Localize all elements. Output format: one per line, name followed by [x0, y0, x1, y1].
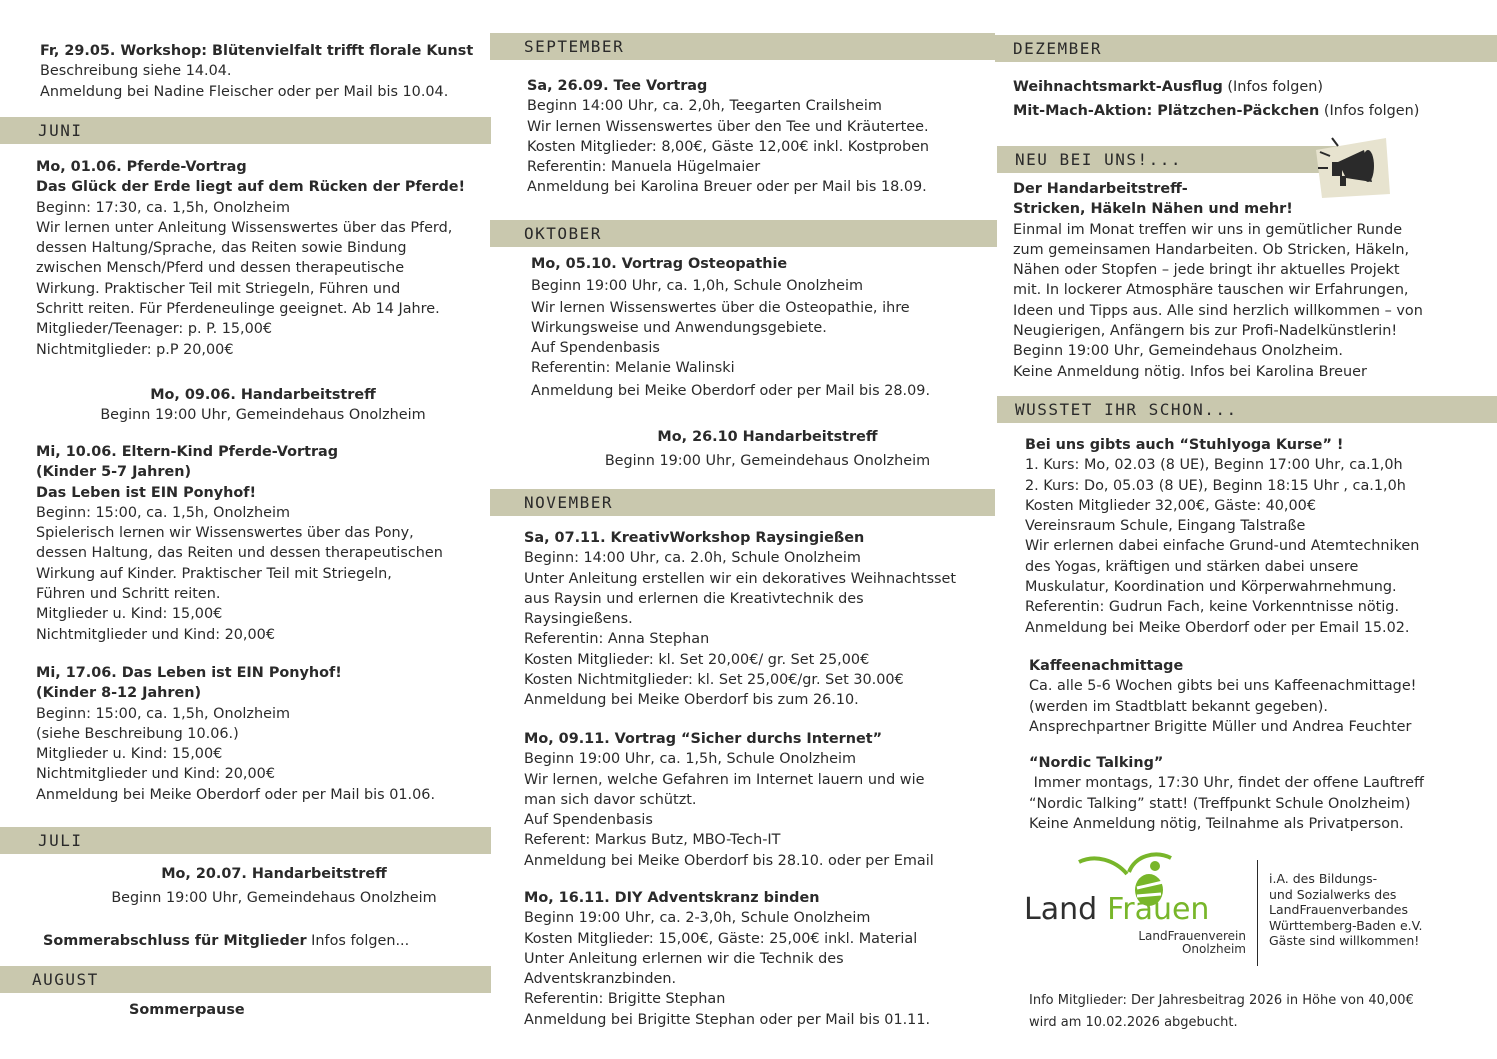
- event-line: (siehe Beschreibung 10.06.): [36, 725, 239, 742]
- info-line: Nähen oder Stopfen – jede bringt ihr aktuelles Projekt: [1013, 262, 1400, 279]
- event-line: Spielerisch lernen wir Wissenswertes über das Pony,: [36, 525, 414, 542]
- info-line: Vereinsraum Schule, Eingang Talstraße: [1025, 518, 1306, 535]
- info-title: Der Handarbeitstreff-: [1013, 181, 1188, 197]
- event-title: Sa, 26.09. Tee Vortrag: [527, 78, 708, 94]
- mitmach-title: Mit-Mach-Aktion: Plätzchen-Päckchen: [1013, 103, 1320, 120]
- info-mitglieder-line: Info Mitglieder: Der Jahresbeitrag 2026 in Höhe von 40,00€: [1029, 993, 1414, 1008]
- event-subtitle: Das Glück der Erde liegt auf dem Rücken der Pferde!: [36, 179, 466, 196]
- kaffee-info: [1029, 656, 1416, 737]
- section-header-oktober: [490, 220, 997, 247]
- info-line: Ansprechpartner Brigitte Müller und Andrea Feuchter: [1029, 718, 1412, 735]
- event-line: aus Raysin und erlernen die Kreativtechnik des: [524, 590, 864, 607]
- event-line: zwischen Mensch/Pferd und dessen therapeutische: [36, 260, 405, 277]
- ia-line: LandFrauenverbandes: [1269, 902, 1408, 917]
- event-line: Wir lernen Wissenswertes über die Osteopathie, ihre: [531, 299, 910, 316]
- info-line: 2. Kurs: Do, 05.03 (8 UE), Beginn 18:15 Uhr , ca.1,0h: [1025, 477, 1406, 494]
- event-line: Kosten Mitglieder: kl. Set 20,00€/ gr. Set 25,00€: [524, 651, 870, 668]
- info-title: Bei uns gibts auch “Stuhlyoga Kurse” !: [1025, 437, 1344, 453]
- event-2610: [490, 427, 1045, 472]
- info-title: Kaffeenachmittage: [1029, 658, 1184, 674]
- info-subtitle: Stricken, Häkeln Nähen und mehr!: [1013, 201, 1293, 218]
- section-header-juni: [0, 117, 491, 144]
- info-mitglieder: [1029, 990, 1414, 1034]
- info-line: mit. In lockerer Atmosphäre tauschen wir Erfahrungen,: [1013, 282, 1409, 299]
- logo-sub2: Onolzheim: [1181, 942, 1246, 956]
- stuhlyoga-info: [1025, 435, 1419, 638]
- ia-line: und Sozialwerks des: [1269, 886, 1397, 902]
- event-1706: [36, 663, 435, 805]
- event-line: Mitglieder/Teenager: p. P. 15,00€: [36, 321, 273, 338]
- event-1006: [36, 442, 443, 645]
- event-line: Anmeldung bei Meike Oberdorf oder per Mail bis 01.06.: [36, 786, 436, 803]
- event-line: Referentin: Manuela Hügelmaier: [527, 159, 761, 176]
- mitmach-aktion: [1013, 101, 1419, 121]
- section-title: DEZEMBER: [1013, 39, 1103, 58]
- section-title: NOVEMBER: [524, 493, 614, 512]
- event-line: Kosten Nichtmitglieder: kl. Set 25,00€/gr. Set 30.00€: [524, 672, 904, 689]
- event-line: Referent: Markus Butz, MBO-Tech-IT: [524, 832, 781, 849]
- section-header-november: [490, 489, 995, 516]
- event-title: Mi, 17.06. Das Leben ist EIN Ponyhof!: [36, 665, 342, 681]
- weihnachtsmarkt: [1013, 77, 1419, 97]
- event-0106: [36, 157, 465, 360]
- event-line: Referentin: Anna Stephan: [524, 631, 710, 648]
- info-line: Einmal im Monat treffen wir uns in gemütlicher Runde: [1013, 221, 1403, 238]
- event-subtitle: Das Leben ist EIN Ponyhof!: [36, 484, 257, 501]
- event-line: Wir lernen unter Anleitung Wissenswertes über das Pferd,: [36, 219, 453, 236]
- event-line: man sich davor schützt.: [524, 791, 697, 808]
- event-line: Beginn 19:00 Uhr, Gemeindehaus Onolzheim: [111, 890, 437, 907]
- event-line: Beginn 19:00 Uhr, Gemeindehaus Onolzheim: [100, 407, 426, 424]
- ia-text: [1269, 871, 1423, 949]
- info-line: Kosten Mitglieder 32,00€, Gäste: 40,00€: [1025, 497, 1316, 514]
- section-title: WUSSTET IHR SCHON...: [1015, 400, 1238, 419]
- section-title: AUGUST: [32, 970, 99, 989]
- logo-sub1: LandFrauenverein: [1138, 929, 1246, 943]
- section-header-juli: [0, 827, 491, 854]
- ia-line: Gäste sind willkommen!: [1269, 933, 1420, 948]
- info-line: Muskulatur, Koordination und Körperwahrnehmung.: [1025, 579, 1397, 596]
- event-line: dessen Haltung/Sprache, das Reiten sowie Bindung: [36, 240, 407, 257]
- event-line: Unter Anleitung erstellen wir ein dekoratives Weihnachtsset: [524, 570, 957, 587]
- event-line: Anmeldung bei Karolina Breuer oder per Mail bis 18.09.: [527, 179, 927, 196]
- info-mitglieder-line: wird am 10.02.2026 abgebucht.: [1029, 1015, 1238, 1030]
- section-header-dezember: [995, 35, 1497, 62]
- event-line: Auf Spendenbasis: [531, 340, 660, 357]
- event-line: Wirkung. Praktischer Teil mit Striegeln, Führen und: [36, 280, 401, 297]
- info-line: Referentin: Gudrun Fach, keine Vorkenntnisse nötig.: [1025, 599, 1400, 616]
- event-0911: [524, 729, 934, 871]
- section-title: SEPTEMBER: [524, 37, 625, 56]
- dezember-events: [1013, 77, 1419, 122]
- section-header-wusstet: [997, 396, 1497, 423]
- event-line: Anmeldung bei Brigitte Stephan oder per Mail bis 01.11.: [524, 1011, 931, 1028]
- event-subtitle: (Kinder 8-12 Jahren): [36, 685, 202, 702]
- event-0711: [524, 528, 956, 711]
- info-line: Ca. alle 5-6 Wochen gibts bei uns Kaffeenachmittage!: [1029, 678, 1417, 695]
- event-line: Anmeldung bei Meike Oberdorf oder per Mail bis 28.09.: [531, 382, 931, 399]
- event-1611: [524, 888, 930, 1030]
- event-2007: [0, 864, 548, 909]
- event-line: Raysingießens.: [524, 611, 633, 628]
- event-title: Fr, 29.05. Workshop: Blütenvielfalt trifft florale Kunst: [40, 43, 474, 59]
- event-line: Mitglieder u. Kind: 15,00€: [36, 746, 223, 763]
- event-line: dessen Haltung, das Reiten und dessen therapeutischen: [36, 545, 443, 562]
- section-title: OKTOBER: [524, 224, 602, 243]
- info-line: Keine Anmeldung nötig, Teilnahme als Privatperson.: [1029, 815, 1404, 832]
- sommerabschluss: [43, 931, 409, 951]
- event-line: Referentin: Brigitte Stephan: [524, 991, 726, 1008]
- event-subtitle: (Kinder 5-7 Jahren): [36, 464, 192, 481]
- event-line: Beginn 19:00 Uhr, ca. 1,0h, Schule Onolzheim: [531, 278, 863, 295]
- info-line: des Yogas, kräftigen und stärken dabei unsere: [1025, 558, 1359, 575]
- event-line: Beginn: 15:00, ca. 1,5h, Onolzheim: [36, 705, 290, 722]
- info-line: (werden im Stadtblatt bekannt gegeben).: [1029, 698, 1328, 715]
- event-line: Wirkung auf Kinder. Praktischer Teil mit Striegeln,: [36, 565, 392, 582]
- event-2609: [527, 76, 929, 198]
- sommerabschluss-title: Sommerabschluss für Mitglieder: [43, 933, 307, 949]
- event-line: Auf Spendenbasis: [524, 812, 653, 829]
- event-workshop-may: [40, 41, 473, 102]
- event-line: Mitglieder u. Kind: 15,00€: [36, 606, 223, 623]
- info-line: Immer montags, 17:30 Uhr, findet der offene Lauftreff: [1029, 775, 1424, 792]
- event-title: Mi, 10.06. Eltern-Kind Pferde-Vortrag: [36, 444, 339, 460]
- weihnachtsmarkt-title: Weihnachtsmarkt-Ausflug: [1013, 79, 1223, 95]
- event-line: Beginn 19:00 Uhr, ca. 2-3,0h, Schule Onolzheim: [524, 910, 871, 927]
- info-line: zum gemeinsamen Handarbeiten. Ob Stricken, Häkeln,: [1013, 241, 1410, 258]
- event-line: Beginn: 14:00 Uhr, ca. 2.0h, Schule Onolzheim: [524, 550, 861, 567]
- mitmach-info: (Infos folgen): [1319, 103, 1420, 120]
- event-title: Mo, 20.07. Handarbeitstreff: [161, 866, 387, 882]
- logo-text-land: Land: [1024, 892, 1098, 927]
- section-title: JULI: [38, 831, 83, 850]
- info-line: Wir erlernen dabei einfache Grund-und Atemtechniken: [1025, 538, 1420, 555]
- event-line: Beginn 14:00 Uhr, ca. 2,0h, Teegarten Crailsheim: [527, 98, 882, 115]
- ia-line: Württemberg-Baden e.V.: [1269, 917, 1423, 933]
- nordic-info: [1029, 753, 1424, 834]
- event-line: Anmeldung bei Nadine Fleischer oder per Mail bis 10.04.: [40, 83, 449, 100]
- event-line: Führen und Schritt reiten.: [36, 586, 221, 603]
- ia-line: i.A. des Bildungs-: [1269, 871, 1378, 886]
- event-0510: [531, 254, 930, 401]
- event-line: Adventskranzbinden.: [524, 971, 677, 988]
- event-title: Mo, 01.06. Pferde-Vortrag: [36, 159, 247, 175]
- info-line: Keine Anmeldung nötig. Infos bei Karolina Breuer: [1013, 363, 1367, 380]
- event-line: Kosten Mitglieder: 15,00€, Gäste: 25,00€ inkl. Material: [524, 930, 918, 947]
- section-header-neu: [997, 146, 1340, 173]
- event-line: Kosten Mitglieder: 8,00€, Gäste 12,00€ inkl. Kostproben: [527, 138, 930, 155]
- sommerpause: Sommerpause: [129, 1002, 245, 1018]
- event-line: Wir lernen Wissenswertes über den Tee und Kräutertee.: [527, 118, 929, 135]
- event-title: Mo, 05.10. Vortrag Osteopathie: [531, 256, 788, 272]
- event-line: Referentin: Melanie Walinski: [531, 360, 735, 377]
- event-line: Wirkungsweise und Anwendungsgebiete.: [531, 319, 827, 336]
- info-line: 1. Kurs: Mo, 02.03 (8 UE), Beginn 17:00 Uhr, ca.1,0h: [1025, 457, 1403, 474]
- event-line: Wir lernen, welche Gefahren im Internet lauern und wie: [524, 771, 925, 788]
- event-line: Beginn: 15:00, ca. 1,5h, Onolzheim: [36, 504, 290, 521]
- event-line: Beginn 19:00 Uhr, Gemeindehaus Onolzheim: [604, 453, 931, 470]
- logo-divider: [1257, 860, 1258, 966]
- event-title: Sa, 07.11. KreativWorkshop Raysingießen: [524, 530, 865, 546]
- event-title: Mo, 16.11. DIY Adventskranz binden: [524, 890, 820, 906]
- info-line: Beginn 19:00 Uhr, Gemeindehaus Onolzheim.: [1013, 343, 1343, 360]
- event-line: Nichtmitglieder: p.P 20,00€: [36, 341, 234, 358]
- section-header-august: [0, 966, 491, 993]
- event-title: Mo, 26.10 Handarbeitstreff: [657, 429, 878, 445]
- info-line: Ideen und Tipps aus. Alle sind herzlich willkommen – von: [1013, 302, 1423, 319]
- info-line: “Nordic Talking” statt! (Treffpunkt Schule Onolzheim): [1029, 795, 1411, 812]
- event-line: Beschreibung siehe 14.04.: [40, 63, 232, 80]
- event-title: Mo, 09.11. Vortrag “Sicher durchs Internet”: [524, 731, 883, 747]
- event-line: Nichtmitglieder und Kind: 20,00€: [36, 626, 275, 643]
- event-line: Beginn 19:00 Uhr, ca. 1,5h, Schule Onolzheim: [524, 751, 856, 768]
- handarbeitstreff-info: [1013, 179, 1423, 382]
- info-line: Anmeldung bei Meike Oberdorf oder per Email 15.02.: [1025, 619, 1410, 636]
- landfrauen-logo: [1020, 852, 1250, 962]
- event-line: Anmeldung bei Meike Oberdorf bis 28.10. oder per Email: [524, 852, 934, 869]
- info-title: “Nordic Talking”: [1029, 755, 1164, 771]
- event-line: Schritt reiten. Für Pferdeneulinge geeignet. Ab 14 Jahre.: [36, 301, 440, 318]
- event-line: Anmeldung bei Meike Oberdorf bis zum 26.10.: [524, 692, 859, 709]
- sommerabschluss-info: Infos folgen...: [306, 933, 410, 949]
- section-title: JUNI: [38, 121, 83, 140]
- weihnachtsmarkt-info: (Infos folgen): [1222, 79, 1323, 95]
- event-line: Beginn: 17:30, ca. 1,5h, Onolzheim: [36, 199, 290, 216]
- event-0906: [0, 385, 526, 426]
- section-title: NEU BEI UNS!...: [1015, 150, 1182, 169]
- event-title: Mo, 09.06. Handarbeitstreff: [150, 387, 376, 403]
- logo-text-frauen: Frauen: [1107, 892, 1210, 927]
- info-line: Neugierigen, Anfängern bis zur Profi-Nadelkünstlerin!: [1013, 323, 1398, 340]
- event-line: Unter Anleitung erlernen wir die Technik des: [524, 950, 844, 967]
- event-line: Nichtmitglieder und Kind: 20,00€: [36, 766, 275, 783]
- section-header-september: [490, 33, 995, 60]
